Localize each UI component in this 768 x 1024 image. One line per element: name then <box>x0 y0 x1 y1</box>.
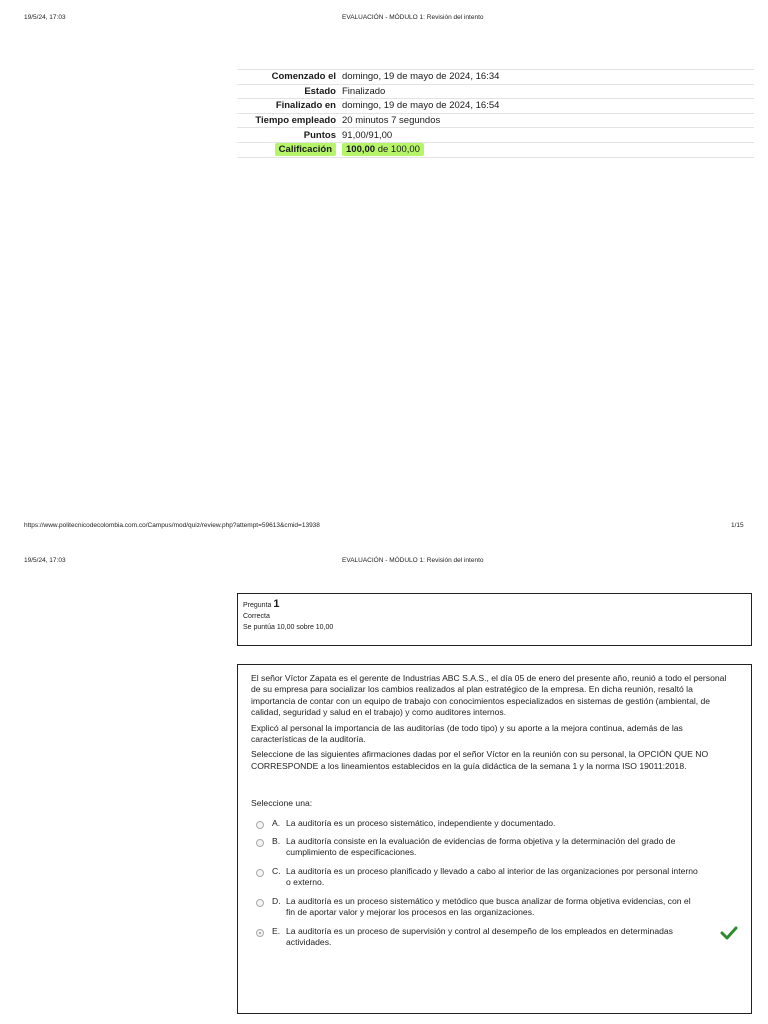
summary-label: Comenzado el <box>237 70 339 85</box>
print-date: 19/5/24, 17:03 <box>24 14 66 21</box>
print-date: 19/5/24, 17:03 <box>24 557 66 564</box>
grade-total: de 100,00 <box>375 144 420 156</box>
question-text: Seleccione de las siguientes afirmaciones dadas por el señor Víctor en la reunión con su personal, la OPCIÓN QUE NO CORRESPONDE a los lineamientos establecidos en la guía didáctica de la semana 1 y la norma ISO 19011:2018. <box>251 749 709 771</box>
radio-button[interactable] <box>256 899 264 907</box>
print-url: https://www.politecnicodecolombia.com.co/Campus/mod/quiz/review.php?attempt=59613&cmid=13938 <box>24 522 320 529</box>
page-counter: 1/15 <box>731 522 744 529</box>
option-text: La auditoría es un proceso planificado y llevado a cabo al interior de las organizaciones por personal interno o externo. <box>286 865 698 888</box>
question-content <box>237 664 752 1014</box>
radio-button[interactable] <box>256 839 264 847</box>
summary-value: Finalizado <box>339 84 754 99</box>
grade-label <box>237 142 339 157</box>
option-letter: A. <box>272 817 281 828</box>
summary-row-grade <box>237 142 754 157</box>
option-letter: E. <box>272 925 281 936</box>
answer-option[interactable] <box>251 818 738 829</box>
answer-option-selected[interactable] <box>251 926 738 949</box>
summary-label: Estado <box>237 84 339 99</box>
question-number: 1 <box>273 598 280 610</box>
question-text: Explicó al personal la importancia de las auditorías (de todo tipo) y su aporte a la mejora continua, además de las características de la auditoría. <box>251 722 683 745</box>
print-title: EVALUACIÓN - MÓDULO 1: Revisión del intento <box>342 14 484 21</box>
summary-row-time <box>237 113 754 128</box>
radio-button[interactable] <box>256 869 264 877</box>
answer-prompt: Seleccione una: <box>251 798 313 809</box>
answer-option[interactable] <box>251 866 738 889</box>
option-letter: B. <box>272 836 281 847</box>
answer-option[interactable] <box>251 836 738 859</box>
option-text: La auditoría es un proceso sistemático, independiente y documentado. <box>286 817 556 828</box>
attempt-summary-table <box>237 69 754 158</box>
question-text: El señor Víctor Zapata es el gerente de Industrias ABC S.A.S., el día 05 de enero del presente año, reunió a todo el personal de su empresa para socializar los cambios realizados al plan estratégico de la empresa. En dicha reunión, resaltó la importancia de contar con un equipo de trabajo con conocimientos especializados en sistemas de gestión (ambiental, de calidad, seguridad y salud en el trabajo) y como auditores internos. <box>251 673 727 718</box>
summary-row-state <box>237 84 754 99</box>
option-letter: D. <box>272 895 281 906</box>
summary-row-points <box>237 128 754 143</box>
grade-label-text: Calificación <box>275 143 336 156</box>
option-text: La auditoría es un proceso sistemático y metódico que busca analizar de forma objetiva evidencias, con el fin de aportar valor y mejorar los procesos en las organizaciones. <box>286 895 691 918</box>
summary-value: domingo, 19 de mayo de 2024, 16:54 <box>339 99 754 114</box>
summary-label: Finalizado en <box>237 99 339 114</box>
correct-check-icon <box>720 926 738 940</box>
grade-value <box>339 142 754 157</box>
option-text: La auditoría es un proceso de supervisión y control al desempeño de los empleados en determinadas actividades. <box>286 925 673 947</box>
question-status: Correcta <box>243 613 270 620</box>
summary-label: Tiempo empleado <box>237 113 339 128</box>
summary-row-started <box>237 70 754 85</box>
option-text: La auditoría consiste en la evaluación de evidencias de forma objetiva y la determinación del grado de cumplimiento de especificaciones. <box>286 836 676 858</box>
summary-row-finished <box>237 99 754 114</box>
summary-value: 20 minutos 7 segundos <box>339 113 754 128</box>
question-label: Pregunta <box>243 602 272 609</box>
summary-value: 91,00/91,00 <box>339 128 754 143</box>
option-letter: C. <box>272 865 281 876</box>
print-title: EVALUACIÓN - MÓDULO 1: Revisión del intento <box>342 557 484 564</box>
grade-score: 100,00 <box>346 144 376 156</box>
radio-button[interactable] <box>256 821 264 829</box>
question-score: Se puntúa 10,00 sobre 10,00 <box>243 624 334 631</box>
radio-button-checked[interactable] <box>256 929 264 937</box>
question-info <box>237 593 752 646</box>
summary-label: Puntos <box>237 128 339 143</box>
answer-option[interactable] <box>251 896 738 919</box>
summary-value: domingo, 19 de mayo de 2024, 16:34 <box>339 70 754 85</box>
